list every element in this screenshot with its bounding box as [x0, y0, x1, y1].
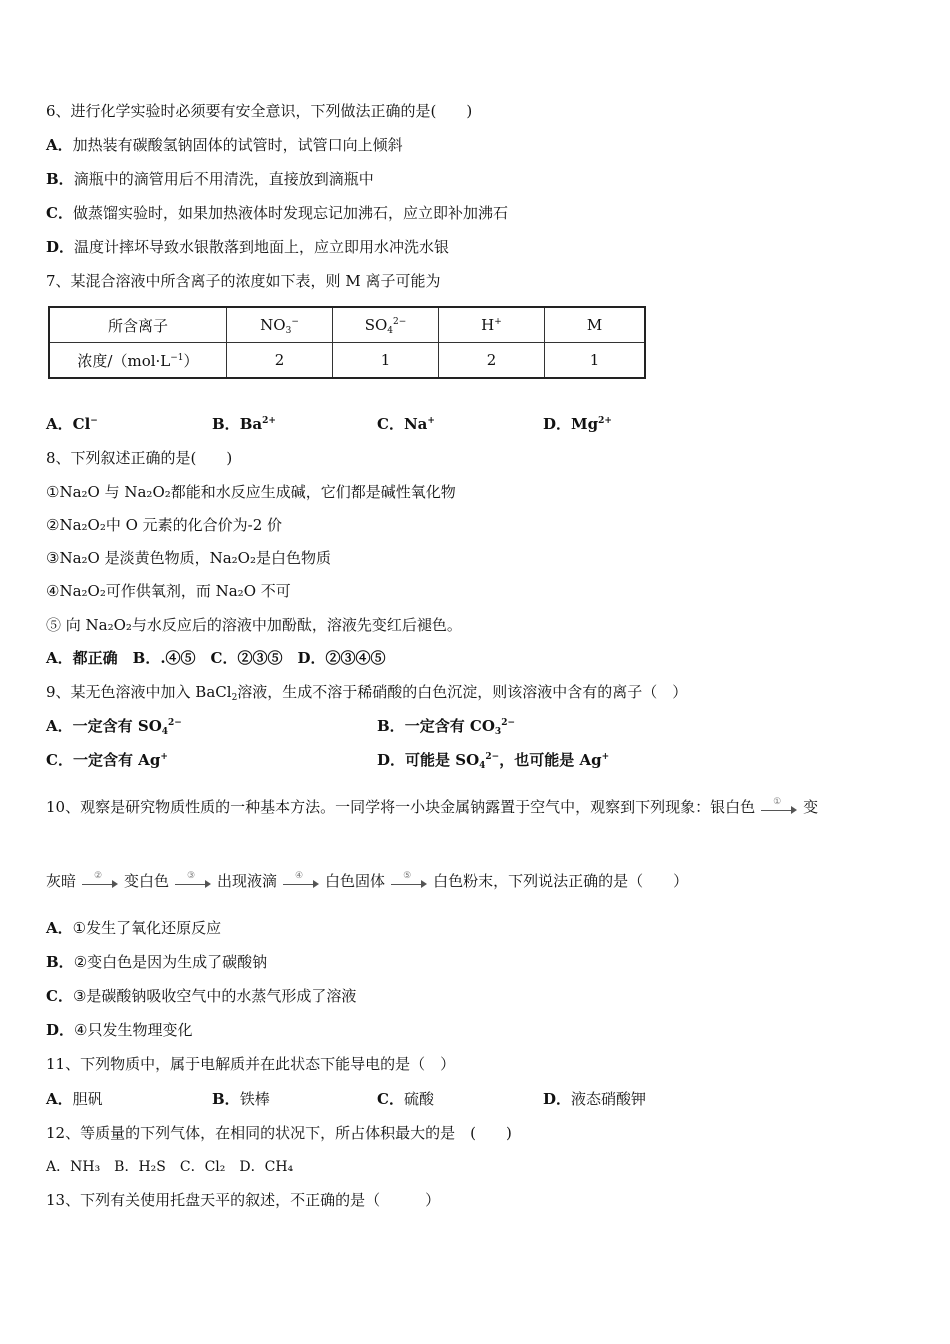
q13-stem: 13、下列有关使用托盘天平的叙述，不正确的是（ ）	[46, 1191, 441, 1209]
q11-option-d: D．液态硝酸钾	[543, 1090, 647, 1108]
table-cell-ion: $SO_4^{2-}$	[333, 307, 439, 343]
table-row	[49, 307, 645, 343]
q10-option-a: A．①发生了氧化还原反应	[46, 919, 222, 937]
q12-stem: 12、等质量的下列气体，在相同的状况下，所占体积最大的是 ( )	[46, 1124, 512, 1142]
q9-option-b: B．一定含有 $CO_3^{2-}$	[377, 717, 515, 737]
table-cell-value: 2	[227, 343, 333, 379]
q11-stem: 11、下列物质中，属于电解质并在此状态下能导电的是（ ）	[46, 1055, 456, 1073]
q8-statement: ⑤ 向 Na₂O₂与水反应后的溶液中加酚酞，溶液先变红后褪色。	[46, 616, 462, 634]
table-header-concentration: 浓度$/(mol\cdot L^{-1})$	[49, 343, 227, 379]
q8-options: A．都正确 B．.④⑤ C．②③⑤ D．②③④⑤	[46, 649, 386, 667]
q10-option-d: D．④只发生物理变化	[46, 1021, 193, 1039]
q10-option-b: B．②变白色是因为生成了碳酸钠	[46, 953, 268, 971]
q12-options: A．NH₃ B．H₂S C．Cl₂ D．CH₄	[46, 1159, 294, 1175]
reaction-arrow-icon: ⑤	[391, 872, 427, 892]
q9-stem: 9、某无色溶液中加入 BaCl$_2$溶液，生成不溶于稀硝酸的白色沉淀，则该溶液中含有的离子（ ）	[46, 683, 688, 703]
q11-option-a: A．胆矾	[46, 1090, 103, 1108]
q7-option-a: A．Cl−	[46, 415, 98, 433]
ion-concentration-table	[48, 306, 646, 379]
reaction-arrow-icon: ①	[761, 798, 797, 818]
q8-stem: 8、下列叙述正确的是( )	[46, 449, 233, 467]
reaction-arrow-icon: ②	[82, 872, 118, 892]
q10-option-c: C．③是碳酸钠吸收空气中的水蒸气形成了溶液	[46, 987, 357, 1005]
q7-option-d: D．$Mg^{2+}$	[543, 415, 612, 433]
q7-stem: 7、某混合溶液中所含离子的浓度如下表，则 M 离子可能为	[46, 272, 441, 290]
reaction-arrow-icon: ③	[175, 872, 211, 892]
q10-stem-line1: 10、观察是研究物质性质的一种基本方法。一同学将一小块金属钠露置于空气中，观察到下列现象：银白色 ① 变	[46, 797, 819, 816]
table-cell-ion: M	[545, 307, 646, 343]
q9-option-d: D．可能是 $SO_4^{2-}$，也可能是 Ag+	[377, 751, 610, 771]
q7-option-b: B．$Ba^{2+}$	[212, 415, 276, 433]
table-cell-value: 1	[333, 343, 439, 379]
q6-option-d: D．温度计摔坏导致水银散落到地面上，应立即用水冲洗水银	[46, 238, 450, 256]
reaction-arrow-icon: ④	[283, 872, 319, 892]
q6-option-b: B．滴瓶中的滴管用后不用清洗，直接放到滴瓶中	[46, 170, 374, 188]
table-header-ions: 所含离子	[49, 307, 227, 343]
q10-stem-line2: 灰暗 ② 变白色 ③ 出现液滴 ④ 白色固体 ⑤ 白色粉末，下列说法正确的是（ ）	[46, 871, 689, 890]
q9-option-c: C．一定含有 Ag+	[46, 751, 168, 769]
q8-statement: ②Na₂O₂中 O 元素的化合价为-2 价	[46, 516, 283, 534]
q6-option-c: C．做蒸馏实验时，如果加热液体时发现忘记加沸石，应立即补加沸石	[46, 204, 508, 222]
q7-option-c: C．Na+	[377, 415, 435, 433]
q9-option-a: A．一定含有 $SO_4^{2-}$	[46, 717, 182, 737]
table-cell-value: 1	[545, 343, 646, 379]
q8-statement: ④Na₂O₂可作供氧剂，而 Na₂O 不可	[46, 582, 291, 600]
table-cell-value: 2	[439, 343, 545, 379]
q8-statement: ③Na₂O 是淡黄色物质，Na₂O₂是白色物质	[46, 549, 331, 567]
q8-statement: ①Na₂O 与 Na₂O₂都能和水反应生成碱，它们都是碱性氧化物	[46, 483, 456, 501]
q6-option-a: A．加热装有碳酸氢钠固体的试管时，试管口向上倾斜	[46, 136, 403, 154]
q11-option-c: C．硫酸	[377, 1090, 434, 1108]
table-row	[49, 343, 645, 379]
q6-stem: 6、进行化学实验时必须要有安全意识，下列做法正确的是( )	[46, 102, 473, 120]
table-cell-ion: $NO_3^-$	[227, 307, 333, 343]
table-cell-ion: H+	[439, 307, 545, 343]
q11-option-b: B．铁棒	[212, 1090, 270, 1108]
